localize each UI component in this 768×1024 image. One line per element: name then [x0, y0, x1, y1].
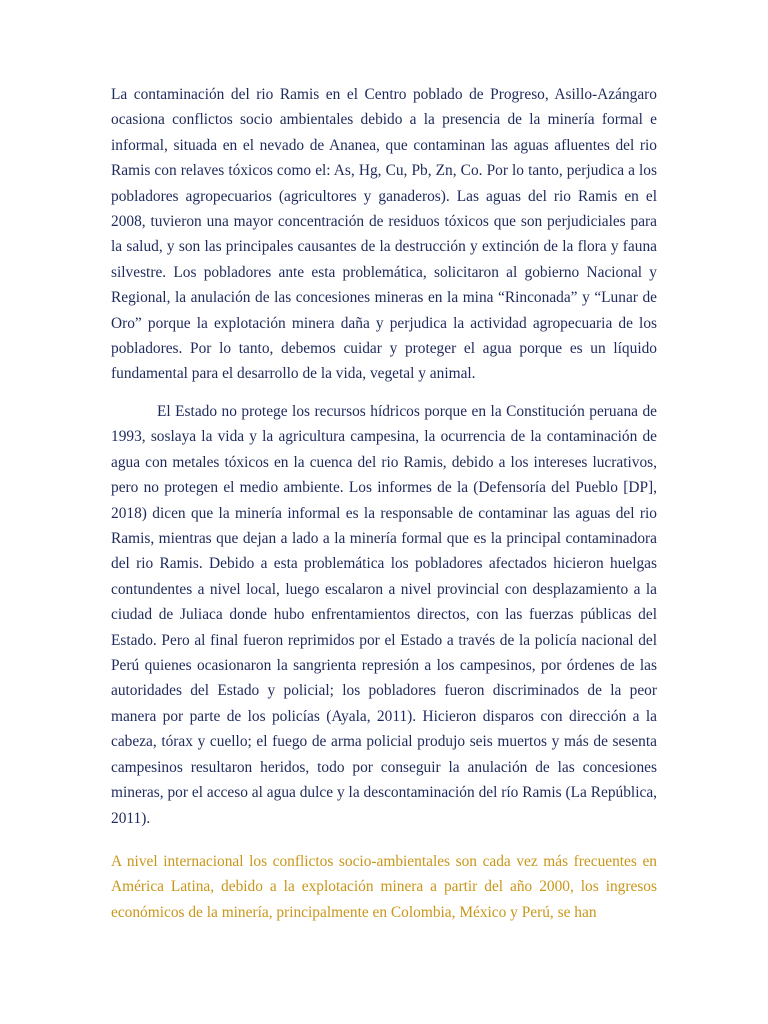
- paragraph-3: A nivel internacional los conflictos socio-ambientales son cada vez más frecuentes en América Latina, debido a la explotación minera a partir del año 2000, los ingresos económicos de la minería, principalmente en Colombia, México y Perú, se han: [111, 853, 657, 921]
- paragraph-1: La contaminación del rio Ramis en el Centro poblado de Progreso, Asillo-Azángaro ocasiona conflictos socio ambientales debido a la presencia de la minería formal e informal, situada en el nevado de Ananea, que contaminan las aguas afluentes del rio Ramis con relaves tóxicos como el: As, Hg, Cu, Pb, Zn, Co. Por lo tanto, perjudica a los pobladores agropecuarios (agricultores y ganaderos). Las aguas del rio Ramis en el 2008, tuvieron una mayor concentración de residuos tóxicos que son perjudiciales para la salud, y son las principales causantes de la destrucción y extinción de la flora y fauna silvestre. Los pobladores ante esta problemática, solicitaron al gobierno Nacional y Regional, la anulación de las concesiones mineras en la mina “Rinconada” y “Lunar de Oro” porque la explotación minera daña y perjudica la actividad agropecuaria de los pobladores. Por lo tanto, debemos cuidar y proteger el agua porque es un líquido fundamental para el desarrollo de la vida, vegetal y animal.: [111, 86, 657, 383]
- paragraph-2: El Estado no protege los recursos hídricos porque en la Constitución peruana de 1993, soslaya la vida y la agricultura campesina, la ocurrencia de la contaminación de agua con metales tóxicos en la cuenca del rio Ramis, debido a los intereses lucrativos, pero no protegen el medio ambiente. Los informes de la (Defensoría del Pueblo [DP], 2018) dicen que la minería informal es la responsable de contaminar las aguas del rio Ramis, mientras que dejan a lado a la minería formal que es la principal contaminadora del rio Ramis. Debido a esta problemática los pobladores afectados hicieron huelgas contundentes a nivel local, luego escalaron a nivel provincial con desplazamiento a la ciudad de Juliaca donde hubo enfrentamientos directos, con las fuerzas públicas del Estado. Pero al final fueron reprimidos por el Estado a través de la policía nacional del Perú quienes ocasionaron la sangrienta represión a los campesinos, por órdenes de las autoridades del Estado y policial; los pobladores fueron discriminados de la peor manera por parte de los policías (Ayala, 2011). Hicieron disparos con dirección a la cabeza, tórax y cuello; el fuego de arma policial produjo seis muertos y más de sesenta campesinos resultaron heridos, todo por conseguir la anulación de las concesiones mineras, por el acceso al agua dulce y la descontaminación del río Ramis (La República, 2011).: [111, 403, 657, 827]
